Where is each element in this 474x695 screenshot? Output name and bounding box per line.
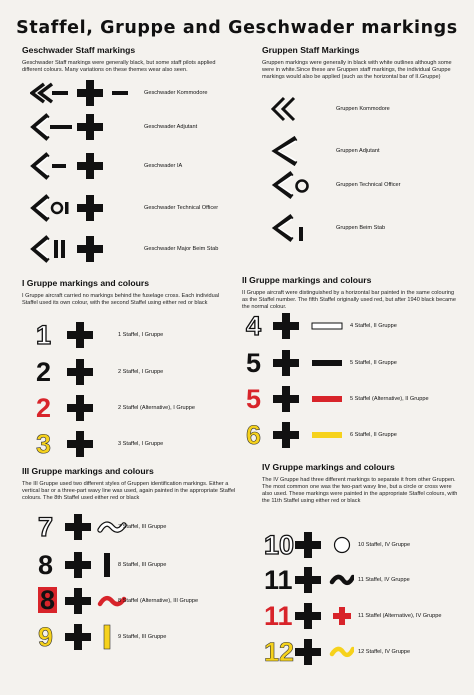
gruppen-label-4: Gruppen Beim Stab xyxy=(336,225,386,231)
staffel-number: 5 xyxy=(246,348,262,378)
geschwader-row-technical xyxy=(30,193,240,223)
staffel-number: 11 xyxy=(264,601,293,631)
gruppen-label-2: Gruppen Adjutant xyxy=(336,148,380,154)
staffel-number: 2 xyxy=(36,357,52,387)
staffel-label: 3 Staffel, I Gruppe xyxy=(118,441,164,447)
staffel-label: 8 Staffel (Alternative), III Gruppe xyxy=(118,598,199,604)
gruppen-staff-heading: Gruppen Staff Markings xyxy=(262,45,360,55)
staffel-number: 3 xyxy=(36,429,52,459)
gruppen-chevron-bar-icon xyxy=(270,213,330,243)
balkenkreuz-circle-icon xyxy=(294,530,354,560)
gruppe4-text: The IV Gruppe had three different markings to separate it from other Gruppen. The most common one was the two-part wavy line, but a circle or cross were also used. These markings were painted in the appropriate Staffel colours, with the 11th Staffel using either red or black xyxy=(262,477,458,504)
adjutant-chevron-icon xyxy=(30,112,130,142)
balkenkreuz-bar-icon xyxy=(268,311,346,341)
gruppe3-heading: III Gruppe markings and colours xyxy=(22,466,154,476)
staffel-label: 1 Staffel, I Gruppe xyxy=(118,332,164,338)
staffel-label: 8 Staffel, III Gruppe xyxy=(118,562,167,568)
geschwader-staff-section xyxy=(22,45,237,74)
staffel-number: 5 xyxy=(246,384,262,414)
staffel-number: 8 xyxy=(40,585,56,615)
gruppen-double-chevron-icon xyxy=(270,94,330,124)
technical-chevron-icon xyxy=(30,193,130,223)
geschwader-label-1: Geschwader Kommodore xyxy=(144,90,208,96)
gruppen-row-kommodore xyxy=(270,94,460,124)
balkenkreuz-icon xyxy=(60,357,100,387)
staffel-number: 9 xyxy=(38,622,54,652)
gruppen-chevron-circle-icon xyxy=(270,170,330,200)
gruppe1-text: I Gruppe aircraft carried no markings behind the fuselage cross. Each individual Staffel used its own colour, with the second Staffel using either red or black xyxy=(22,293,220,306)
staffel-number: 1 xyxy=(36,320,52,350)
staffel-label: 9 Staffel, III Gruppe xyxy=(118,634,167,640)
staffel-number: 8 xyxy=(38,550,54,580)
balkenkreuz-icon xyxy=(60,320,100,350)
staffel-label: 5 Staffel, II Gruppe xyxy=(350,360,397,366)
gruppen-chevron-icon xyxy=(270,136,330,166)
staffel-label: 11 Staffel (Alternative), IV Gruppe xyxy=(358,613,442,619)
balkenkreuz-wavy-icon xyxy=(294,637,354,667)
gruppe2-heading: II Gruppe markings and colours xyxy=(242,275,372,285)
gruppen-row-adjutant xyxy=(270,136,460,166)
staffel-label: 12 Staffel, IV Gruppe xyxy=(358,649,411,655)
gruppe4-row-11 xyxy=(264,565,464,595)
staffel-label: 11 Staffel, IV Gruppe xyxy=(358,577,410,583)
staffel-label: 2 Staffel (Alternative), I Gruppe xyxy=(118,405,196,411)
balkenkreuz-wavy-icon xyxy=(294,565,354,595)
gruppe2-row-4 xyxy=(246,311,461,341)
gruppe1-row-1 xyxy=(36,320,236,350)
gruppe1-row-2 xyxy=(36,357,236,387)
gruppe3-text: The III Gruppe used two different styles of Gruppen identification markings. Either a vertical bar or a three-part wavy line was used, again painted in the appropriate Staffel colours. The 8th Staffel used either red or black xyxy=(22,481,236,501)
gruppe4-section xyxy=(262,462,462,505)
gruppen-row-technical xyxy=(270,170,460,200)
gruppen-label-1: Gruppen Kommodore xyxy=(336,106,390,112)
gruppe3-row-9 xyxy=(38,622,238,652)
geschwader-heading: Geschwader Staff markings xyxy=(22,45,136,55)
gruppe1-section xyxy=(22,278,232,307)
gruppe4-row-12 xyxy=(264,637,464,667)
staffel-label: 10 Staffel, IV Gruppe xyxy=(358,542,411,548)
geschwader-label-2: Geschwader Adjutant xyxy=(144,124,198,130)
geschwader-label-4: Geschwader Technical Officer xyxy=(144,205,219,211)
gruppe3-row-8 xyxy=(38,550,238,580)
page-title: Staffel, Gruppe and Geschwader markings xyxy=(16,18,458,38)
gruppe2-row-6 xyxy=(246,420,461,450)
staffel-label: 2 Staffel, I Gruppe xyxy=(118,369,164,375)
gruppe1-heading: I Gruppe markings and colours xyxy=(22,278,150,288)
gruppe2-section xyxy=(242,275,460,311)
geschwader-row-adjutant xyxy=(30,112,240,142)
major-chevron-icon xyxy=(30,234,130,264)
staffel-number: 10 xyxy=(264,530,295,560)
gruppe4-row-11-alt xyxy=(264,601,464,631)
geschwader-row-major xyxy=(30,234,240,264)
gruppe3-row-7 xyxy=(38,512,238,542)
gruppe3-row-8-alt xyxy=(38,586,238,616)
geschwader-row-kommodore xyxy=(30,78,240,108)
gruppen-staff-section xyxy=(262,45,462,81)
ia-chevron-icon xyxy=(30,151,130,181)
staffel-number: 4 xyxy=(246,311,262,341)
staffel-number: 6 xyxy=(246,420,262,450)
geschwader-row-ia xyxy=(30,151,240,181)
staffel-number: 7 xyxy=(38,512,54,542)
gruppe2-row-5-alt xyxy=(246,384,461,414)
staffel-label: 7 Staffel, III Gruppe xyxy=(118,524,167,530)
balkenkreuz-icon xyxy=(60,393,100,423)
gruppe1-row-4 xyxy=(36,429,236,459)
geschwader-label-3: Geschwader IA xyxy=(144,163,183,169)
gruppe2-row-5 xyxy=(246,348,461,378)
staffel-number: 2 xyxy=(36,393,52,423)
geschwader-text: Geschwader Staff markings were generally black, but some staff pilots applied different colours. Many variations on these themes wear also seen. xyxy=(22,60,216,73)
gruppen-row-beim-stab xyxy=(270,213,460,243)
kommodore-chevron-icon xyxy=(30,78,130,108)
gruppe3-section xyxy=(22,466,242,502)
staffel-label: 4 Staffel, II Gruppe xyxy=(350,323,397,329)
staffel-number: 12 xyxy=(264,637,295,667)
gruppen-staff-text: Gruppen markings were generally in black with white outlines although some were in white.Since these are Gruppen staff markings, the individual Gruppe markings would also be applied (such as the horizontal bar of II.Gruppe) xyxy=(262,60,452,80)
gruppe2-text: II Gruppe aircraft were distinguished by a horizontal bar painted in the same colouring as the Staffel number. The fifth Staffel originally used red, but after 1940 black became the normal colour. xyxy=(242,290,456,310)
gruppe4-row-10 xyxy=(264,530,464,560)
balkenkreuz-bar-icon xyxy=(268,420,346,450)
gruppe4-heading: IV Gruppe markings and colours xyxy=(262,462,395,472)
staffel-label: 5 Staffel (Alternative), II Gruppe xyxy=(350,396,429,402)
geschwader-label-5: Geschwader Major Beim Stab xyxy=(144,246,219,252)
balkenkreuz-icon xyxy=(60,429,100,459)
balkenkreuz-bar-icon xyxy=(268,384,346,414)
gruppe1-row-3 xyxy=(36,393,236,423)
gruppen-label-3: Gruppen Technical Officer xyxy=(336,182,401,188)
staffel-label: 6 Staffel, II Gruppe xyxy=(350,432,397,438)
staffel-number: 11 xyxy=(264,565,293,595)
balkenkreuz-cross-icon xyxy=(294,601,354,631)
balkenkreuz-bar-icon xyxy=(268,348,346,378)
